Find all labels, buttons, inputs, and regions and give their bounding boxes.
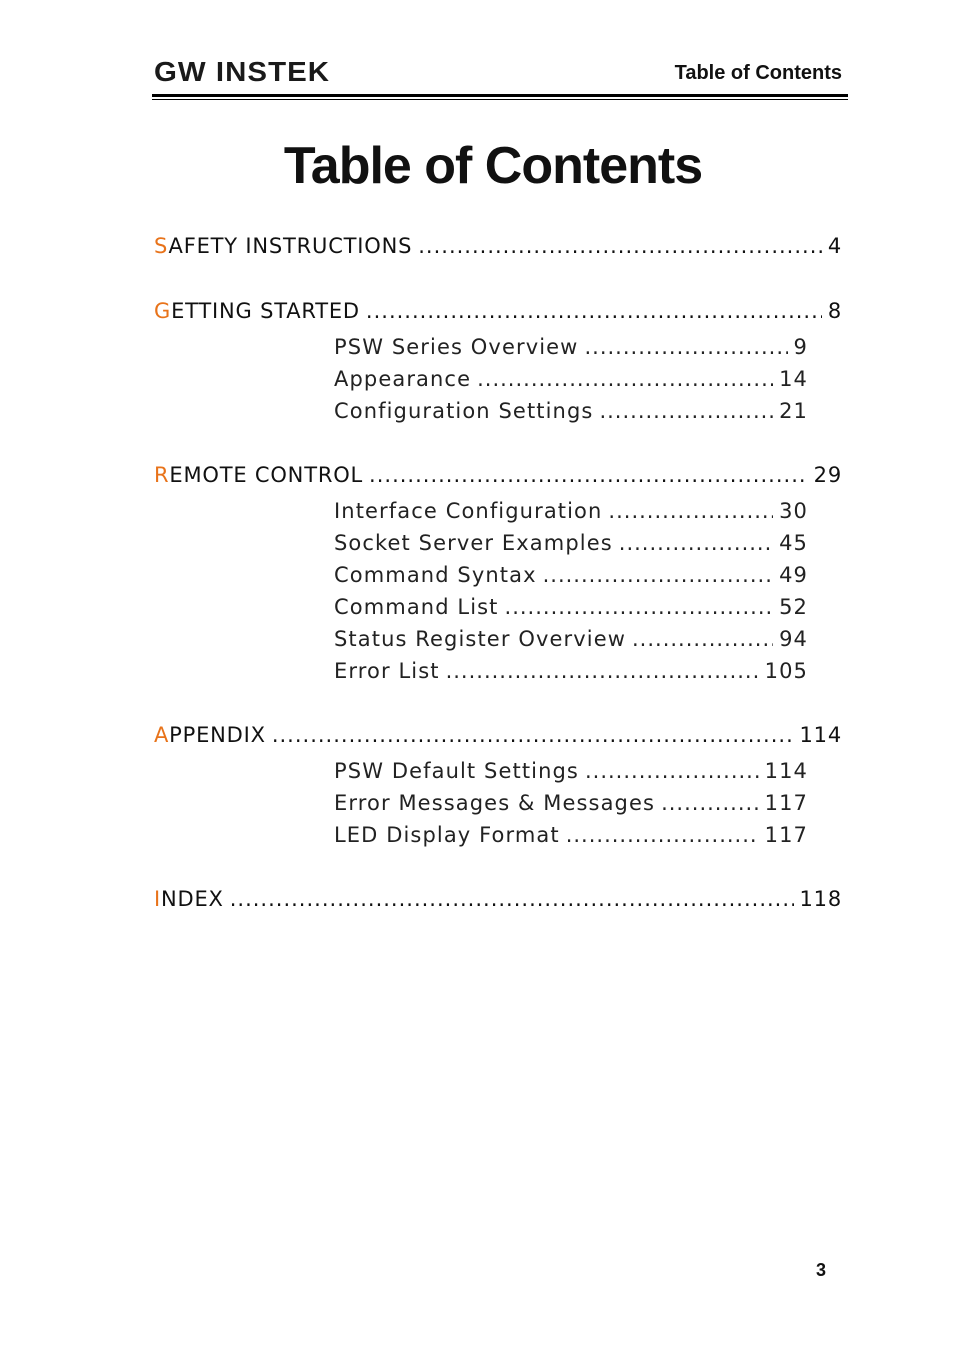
entry-page: 45 [779,531,808,555]
entry-label: LED Display Format [334,823,560,847]
toc-section [154,463,842,691]
page-title: Table of Contents [283,137,703,195]
leader-dots [584,335,787,359]
chapter-initial: G [154,299,172,323]
entry-page: 49 [779,563,808,587]
leader-dots [566,823,759,847]
chapter-page: 114 [799,723,842,747]
toc-entry[interactable] [334,627,808,659]
entry-page: 94 [779,627,808,651]
entry-label: Error Messages & Messages [334,791,656,815]
toc-entry[interactable] [334,499,808,531]
leader-dots [505,595,774,619]
toc-entry[interactable] [334,367,808,399]
leader-dots [369,463,808,487]
toc-chapter-safety-instructions[interactable] [154,234,842,267]
leader-dots [477,367,773,391]
toc-entry[interactable] [334,399,808,431]
entry-label: PSW Series Overview [334,335,579,359]
chapter-page: 4 [827,234,842,258]
entry-label: Configuration Settings [334,399,594,423]
chapter-page: 29 [813,463,842,487]
chapter-title: ETTING STARTED [171,299,360,323]
chapter-initial: I [154,887,161,911]
leader-dots [272,723,794,747]
leader-dots [366,299,822,323]
toc-entry[interactable] [334,659,808,691]
toc-entry[interactable] [334,335,808,367]
entry-page: 14 [779,367,808,391]
toc-section [154,723,842,855]
toc-chapter-getting-started[interactable] [154,299,842,332]
toc-section [154,887,842,920]
leader-dots [619,531,773,555]
entry-page: 114 [764,759,808,783]
entry-page: 52 [779,595,808,619]
header-rule-thin [152,99,848,100]
toc-chapter-index[interactable] [154,887,842,920]
leader-dots [608,499,773,523]
chapter-label [154,234,412,258]
chapter-label [154,299,360,323]
chapter-initial: S [154,234,169,258]
leader-dots [418,234,822,258]
gw-instek-logo: GW INSTEK [154,56,331,87]
chapter-initial: R [154,463,170,487]
chapter-label [154,723,266,747]
entry-label: Error List [334,659,440,683]
entry-label: Command Syntax [334,563,537,587]
leader-dots [585,759,759,783]
entry-label: Appearance [334,367,472,391]
chapter-initial: A [154,723,170,747]
chapter-title: PPENDIX [169,723,266,747]
toc-entry[interactable] [334,563,808,595]
toc-entry[interactable] [334,823,808,855]
toc-section [154,299,842,431]
toc-entry[interactable] [334,791,808,823]
toc-entry[interactable] [334,759,808,791]
toc-chapter-appendix[interactable] [154,723,842,756]
entry-label: Socket Server Examples [334,531,613,555]
chapter-title: NDEX [161,887,224,911]
entry-page: 117 [764,823,808,847]
toc-chapter-remote-control[interactable] [154,463,842,496]
entry-page: 117 [764,791,808,815]
leader-dots [632,627,773,651]
table-of-contents [154,234,842,952]
leader-dots [661,791,759,815]
chapter-label [154,463,363,487]
chapter-title: AFETY INSTRUCTIONS [168,234,413,258]
entry-page: 105 [764,659,808,683]
toc-section [154,234,842,267]
toc-entry[interactable] [334,595,808,627]
header-rule [152,94,848,97]
chapter-page: 118 [799,887,842,911]
leader-dots [446,659,759,683]
entry-page: 30 [779,499,808,523]
leader-dots [543,563,773,587]
entry-label: PSW Default Settings [334,759,579,783]
toc-entry[interactable] [334,531,808,563]
leader-dots [230,887,794,911]
entry-page: 9 [793,335,808,359]
entry-label: Status Register Overview [334,627,626,651]
chapter-page: 8 [827,299,842,323]
entry-label: Command List [334,595,499,619]
chapter-title: EMOTE CONTROL [169,463,364,487]
leader-dots [599,399,773,423]
entry-page: 21 [779,399,808,423]
chapter-label [154,887,224,911]
header-title: Table of Contents [674,62,842,84]
entry-label: Interface Configuration [334,499,603,523]
page-number: 3 [816,1260,827,1280]
